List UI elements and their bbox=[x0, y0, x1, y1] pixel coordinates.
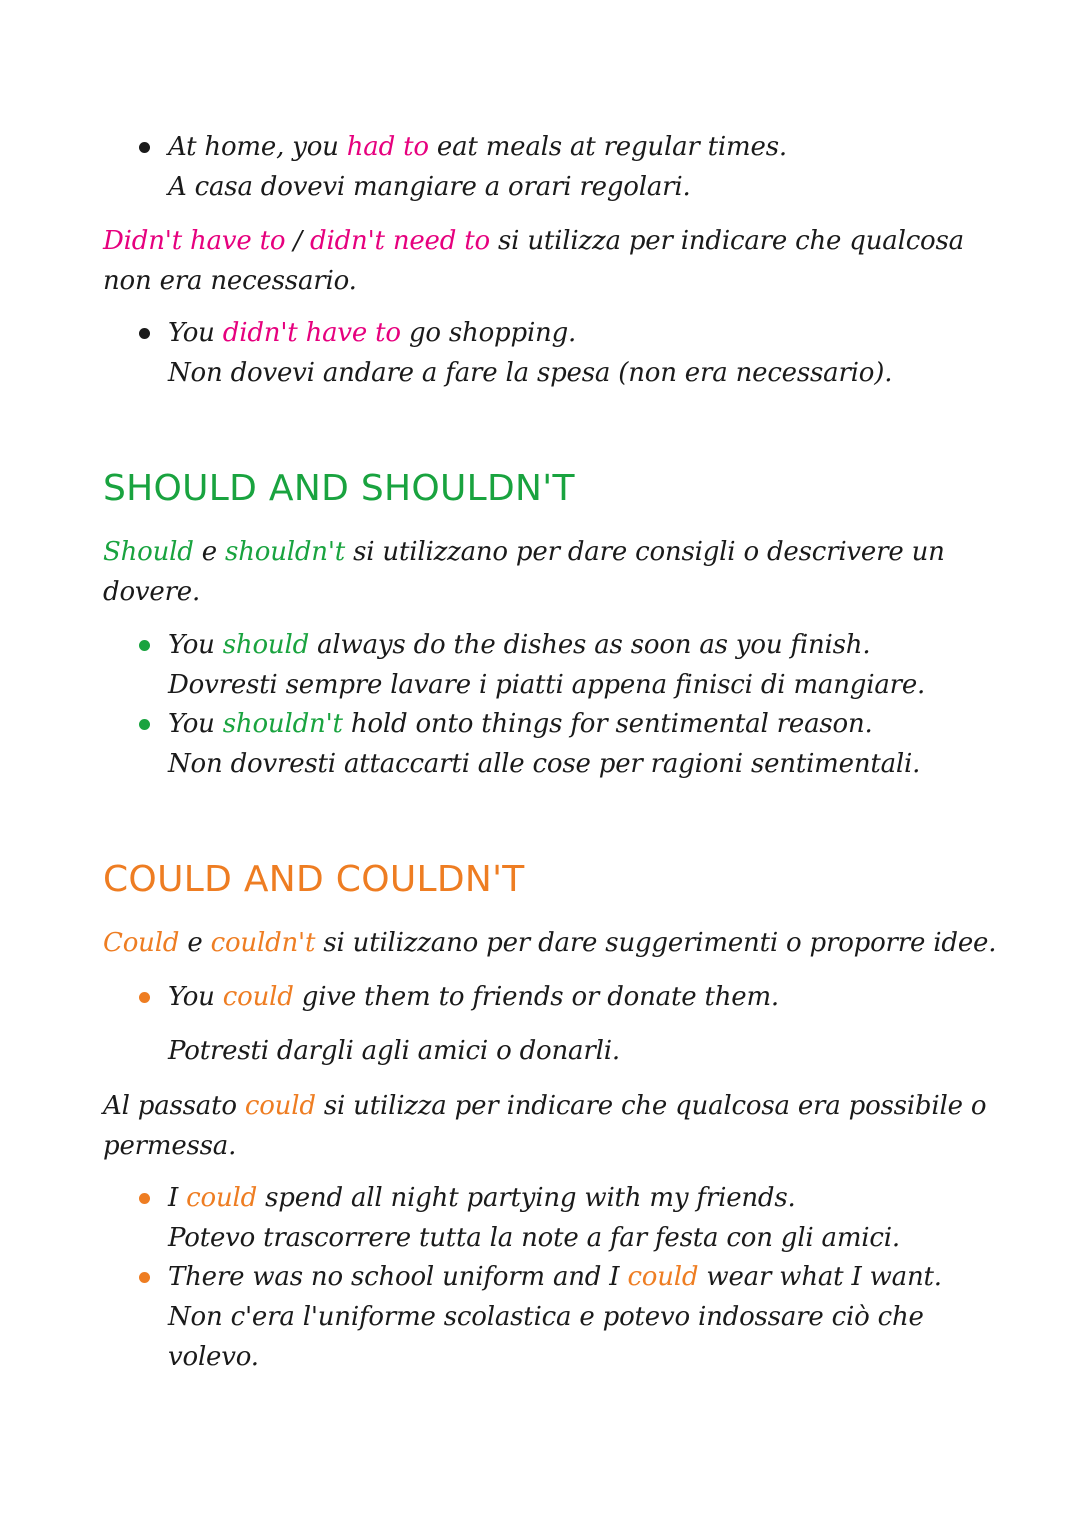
explanation-paragraph-cont: permessa. bbox=[103, 1131, 237, 1161]
example-sentence bbox=[168, 704, 873, 744]
example-sentence bbox=[168, 625, 870, 665]
example-sentence bbox=[168, 1257, 942, 1297]
highlight-term: could bbox=[222, 982, 294, 1012]
text-segment: si utilizza per indicare che qualcosa bbox=[489, 226, 964, 256]
example-translation: Dovresti sempre lavare i piatti appena finisci di mangiare. bbox=[168, 670, 926, 700]
bullet-dot bbox=[139, 1193, 150, 1204]
text-segment: spend all night partying with my friends. bbox=[257, 1183, 796, 1213]
text-segment: / bbox=[285, 226, 311, 256]
text-segment: si utilizzano per dare consigli o descrivere un bbox=[345, 537, 945, 567]
highlight-term: could bbox=[186, 1183, 258, 1213]
example-sentence bbox=[168, 977, 779, 1017]
bullet-dot bbox=[139, 992, 150, 1003]
example-translation: Non dovresti attaccarti alle cose per ragioni sentimentali. bbox=[168, 749, 921, 779]
highlight-term: couldn't bbox=[210, 928, 316, 958]
explanation-paragraph-cont: non era necessario. bbox=[103, 266, 357, 296]
highlight-term: should bbox=[222, 630, 310, 660]
example-translation: Non c'era l'uniforme scolastica e potevo indossare ciò che bbox=[168, 1302, 924, 1332]
section-heading-could: COULD AND COULDN'T bbox=[103, 859, 525, 900]
text-segment: You bbox=[168, 630, 223, 660]
highlight-term: didn't need to bbox=[310, 226, 490, 256]
example-translation: Non dovevi andare a fare la spesa (non era necessario). bbox=[168, 358, 893, 388]
highlight-term: Could bbox=[103, 928, 180, 958]
text-segment: e bbox=[193, 537, 226, 567]
highlight-term: shouldn't bbox=[225, 537, 346, 567]
text-segment: always do the dishes as soon as you finish. bbox=[309, 630, 871, 660]
text-segment: You bbox=[168, 709, 223, 739]
text-segment: At home, you bbox=[168, 132, 347, 162]
highlight-term: Should bbox=[103, 537, 194, 567]
example-translation: Potresti dargli agli amici o donarli. bbox=[168, 1036, 620, 1066]
example-sentence bbox=[168, 1178, 796, 1218]
text-segment: e bbox=[179, 928, 211, 958]
highlight-term: could bbox=[627, 1262, 699, 1292]
text-segment: si utilizza per indicare che qualcosa era possibile o bbox=[315, 1091, 987, 1121]
example-sentence bbox=[168, 313, 576, 353]
explanation-paragraph bbox=[103, 221, 964, 261]
example-translation: Potevo trascorrere tutta la note a far festa con gli amici. bbox=[168, 1223, 900, 1253]
text-segment: I bbox=[168, 1183, 187, 1213]
explanation-paragraph-cont: dovere. bbox=[103, 577, 201, 607]
text-segment: si utilizzano per dare suggerimenti o proporre idee. bbox=[315, 928, 997, 958]
bullet-dot bbox=[139, 142, 150, 153]
highlight-term: had to bbox=[346, 132, 429, 162]
highlight-term: Didn't have to bbox=[103, 226, 286, 256]
text-segment: There was no school uniform and I bbox=[168, 1262, 628, 1292]
example-sentence bbox=[168, 127, 787, 167]
bullet-dot bbox=[139, 719, 150, 730]
text-segment: Al passato bbox=[103, 1091, 245, 1121]
text-segment: You bbox=[168, 982, 223, 1012]
example-translation: A casa dovevi mangiare a orari regolari. bbox=[168, 172, 691, 202]
explanation-paragraph bbox=[103, 923, 996, 963]
text-segment: eat meals at regular times. bbox=[428, 132, 787, 162]
highlight-term: could bbox=[244, 1091, 316, 1121]
text-segment: hold onto things for sentimental reason. bbox=[342, 709, 873, 739]
example-translation-cont: volevo. bbox=[168, 1342, 259, 1372]
highlight-term: shouldn't bbox=[222, 709, 343, 739]
bullet-dot bbox=[139, 640, 150, 651]
explanation-paragraph bbox=[103, 532, 945, 572]
bullet-dot bbox=[139, 1272, 150, 1283]
highlight-term: didn't have to bbox=[222, 318, 401, 348]
text-segment: give them to friends or donate them. bbox=[293, 982, 779, 1012]
text-segment: wear what I want. bbox=[698, 1262, 942, 1292]
explanation-paragraph bbox=[103, 1086, 986, 1126]
section-heading-should: SHOULD AND SHOULDN'T bbox=[103, 468, 575, 509]
text-segment: You bbox=[168, 318, 223, 348]
bullet-dot bbox=[139, 328, 150, 339]
text-segment: go shopping. bbox=[400, 318, 577, 348]
